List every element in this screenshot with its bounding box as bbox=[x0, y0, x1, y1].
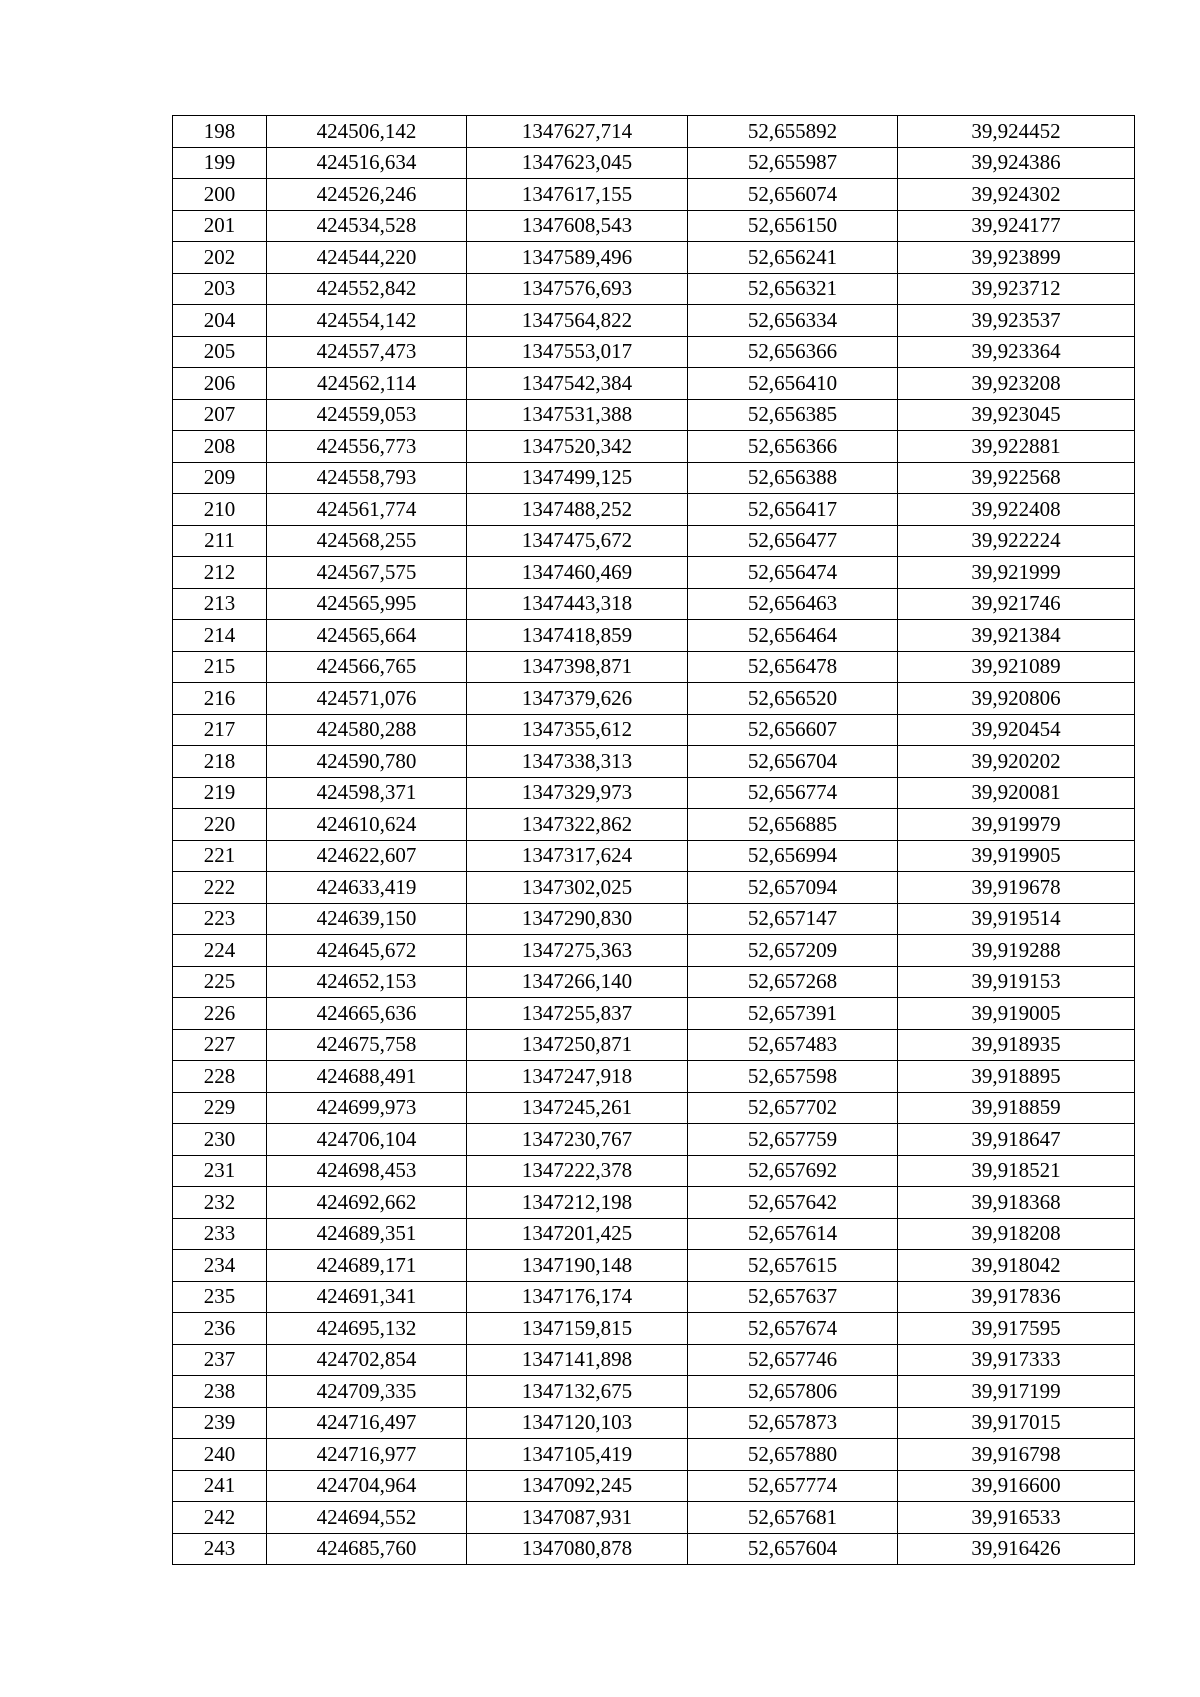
x-coordinate-cell: 424568,255 bbox=[267, 525, 467, 557]
table-row bbox=[173, 1313, 1135, 1345]
longitude-cell: 39,917836 bbox=[898, 1281, 1135, 1313]
table-row bbox=[173, 147, 1135, 179]
latitude-cell: 52,656385 bbox=[688, 399, 898, 431]
y-coordinate-cell: 1347617,155 bbox=[467, 179, 688, 211]
y-coordinate-cell: 1347443,318 bbox=[467, 588, 688, 620]
table-row bbox=[173, 1470, 1135, 1502]
point-number-cell: 213 bbox=[173, 588, 267, 620]
x-coordinate-cell: 424691,341 bbox=[267, 1281, 467, 1313]
x-coordinate-cell: 424665,636 bbox=[267, 998, 467, 1030]
latitude-cell: 52,656241 bbox=[688, 242, 898, 274]
y-coordinate-cell: 1347398,871 bbox=[467, 651, 688, 683]
latitude-cell: 52,657637 bbox=[688, 1281, 898, 1313]
x-coordinate-cell: 424709,335 bbox=[267, 1376, 467, 1408]
table-row bbox=[173, 399, 1135, 431]
longitude-cell: 39,923712 bbox=[898, 273, 1135, 305]
longitude-cell: 39,917015 bbox=[898, 1407, 1135, 1439]
latitude-cell: 52,657746 bbox=[688, 1344, 898, 1376]
point-number-cell: 235 bbox=[173, 1281, 267, 1313]
latitude-cell: 52,656607 bbox=[688, 714, 898, 746]
y-coordinate-cell: 1347355,612 bbox=[467, 714, 688, 746]
x-coordinate-cell: 424559,053 bbox=[267, 399, 467, 431]
longitude-cell: 39,922408 bbox=[898, 494, 1135, 526]
table-row bbox=[173, 809, 1135, 841]
table-row bbox=[173, 336, 1135, 368]
y-coordinate-cell: 1347499,125 bbox=[467, 462, 688, 494]
latitude-cell: 52,656463 bbox=[688, 588, 898, 620]
point-number-cell: 232 bbox=[173, 1187, 267, 1219]
point-number-cell: 238 bbox=[173, 1376, 267, 1408]
point-number-cell: 205 bbox=[173, 336, 267, 368]
x-coordinate-cell: 424556,773 bbox=[267, 431, 467, 463]
latitude-cell: 52,657614 bbox=[688, 1218, 898, 1250]
latitude-cell: 52,657615 bbox=[688, 1250, 898, 1282]
point-number-cell: 201 bbox=[173, 210, 267, 242]
table-row bbox=[173, 368, 1135, 400]
point-number-cell: 226 bbox=[173, 998, 267, 1030]
point-number-cell: 242 bbox=[173, 1502, 267, 1534]
longitude-cell: 39,921999 bbox=[898, 557, 1135, 589]
latitude-cell: 52,656074 bbox=[688, 179, 898, 211]
table-row bbox=[173, 1124, 1135, 1156]
x-coordinate-cell: 424526,246 bbox=[267, 179, 467, 211]
longitude-cell: 39,921746 bbox=[898, 588, 1135, 620]
table-row bbox=[173, 588, 1135, 620]
point-number-cell: 228 bbox=[173, 1061, 267, 1093]
x-coordinate-cell: 424562,114 bbox=[267, 368, 467, 400]
point-number-cell: 199 bbox=[173, 147, 267, 179]
y-coordinate-cell: 1347576,693 bbox=[467, 273, 688, 305]
table-row bbox=[173, 1092, 1135, 1124]
point-number-cell: 231 bbox=[173, 1155, 267, 1187]
y-coordinate-cell: 1347212,198 bbox=[467, 1187, 688, 1219]
point-number-cell: 229 bbox=[173, 1092, 267, 1124]
x-coordinate-cell: 424534,528 bbox=[267, 210, 467, 242]
longitude-cell: 39,919514 bbox=[898, 903, 1135, 935]
longitude-cell: 39,919153 bbox=[898, 966, 1135, 998]
table-row bbox=[173, 1218, 1135, 1250]
table-row bbox=[173, 777, 1135, 809]
x-coordinate-cell: 424516,634 bbox=[267, 147, 467, 179]
coordinates-table bbox=[172, 115, 1135, 1565]
y-coordinate-cell: 1347329,973 bbox=[467, 777, 688, 809]
longitude-cell: 39,923899 bbox=[898, 242, 1135, 274]
y-coordinate-cell: 1347176,174 bbox=[467, 1281, 688, 1313]
point-number-cell: 203 bbox=[173, 273, 267, 305]
x-coordinate-cell: 424688,491 bbox=[267, 1061, 467, 1093]
table-row bbox=[173, 305, 1135, 337]
x-coordinate-cell: 424567,575 bbox=[267, 557, 467, 589]
longitude-cell: 39,916533 bbox=[898, 1502, 1135, 1534]
longitude-cell: 39,919678 bbox=[898, 872, 1135, 904]
table-row bbox=[173, 1439, 1135, 1471]
latitude-cell: 52,656366 bbox=[688, 431, 898, 463]
latitude-cell: 52,657642 bbox=[688, 1187, 898, 1219]
y-coordinate-cell: 1347589,496 bbox=[467, 242, 688, 274]
longitude-cell: 39,922881 bbox=[898, 431, 1135, 463]
table-row bbox=[173, 1344, 1135, 1376]
table-row bbox=[173, 1533, 1135, 1565]
longitude-cell: 39,918208 bbox=[898, 1218, 1135, 1250]
table-row bbox=[173, 1502, 1135, 1534]
longitude-cell: 39,920806 bbox=[898, 683, 1135, 715]
latitude-cell: 52,656417 bbox=[688, 494, 898, 526]
y-coordinate-cell: 1347542,384 bbox=[467, 368, 688, 400]
latitude-cell: 52,656474 bbox=[688, 557, 898, 589]
latitude-cell: 52,656464 bbox=[688, 620, 898, 652]
longitude-cell: 39,917199 bbox=[898, 1376, 1135, 1408]
x-coordinate-cell: 424571,076 bbox=[267, 683, 467, 715]
table-body bbox=[173, 116, 1135, 1565]
y-coordinate-cell: 1347531,388 bbox=[467, 399, 688, 431]
longitude-cell: 39,924302 bbox=[898, 179, 1135, 211]
latitude-cell: 52,656994 bbox=[688, 840, 898, 872]
table-row bbox=[173, 651, 1135, 683]
table-row bbox=[173, 273, 1135, 305]
latitude-cell: 52,656388 bbox=[688, 462, 898, 494]
point-number-cell: 223 bbox=[173, 903, 267, 935]
table-row bbox=[173, 935, 1135, 967]
longitude-cell: 39,923045 bbox=[898, 399, 1135, 431]
y-coordinate-cell: 1347553,017 bbox=[467, 336, 688, 368]
x-coordinate-cell: 424675,758 bbox=[267, 1029, 467, 1061]
x-coordinate-cell: 424716,497 bbox=[267, 1407, 467, 1439]
longitude-cell: 39,919005 bbox=[898, 998, 1135, 1030]
longitude-cell: 39,918859 bbox=[898, 1092, 1135, 1124]
longitude-cell: 39,921089 bbox=[898, 651, 1135, 683]
y-coordinate-cell: 1347488,252 bbox=[467, 494, 688, 526]
x-coordinate-cell: 424704,964 bbox=[267, 1470, 467, 1502]
y-coordinate-cell: 1347247,918 bbox=[467, 1061, 688, 1093]
table-row bbox=[173, 746, 1135, 778]
latitude-cell: 52,657702 bbox=[688, 1092, 898, 1124]
latitude-cell: 52,655892 bbox=[688, 116, 898, 148]
y-coordinate-cell: 1347418,859 bbox=[467, 620, 688, 652]
point-number-cell: 212 bbox=[173, 557, 267, 589]
y-coordinate-cell: 1347379,626 bbox=[467, 683, 688, 715]
longitude-cell: 39,918935 bbox=[898, 1029, 1135, 1061]
point-number-cell: 234 bbox=[173, 1250, 267, 1282]
y-coordinate-cell: 1347201,425 bbox=[467, 1218, 688, 1250]
latitude-cell: 52,657759 bbox=[688, 1124, 898, 1156]
table-row bbox=[173, 242, 1135, 274]
latitude-cell: 52,657604 bbox=[688, 1533, 898, 1565]
point-number-cell: 222 bbox=[173, 872, 267, 904]
latitude-cell: 52,657692 bbox=[688, 1155, 898, 1187]
longitude-cell: 39,924177 bbox=[898, 210, 1135, 242]
point-number-cell: 243 bbox=[173, 1533, 267, 1565]
latitude-cell: 52,657873 bbox=[688, 1407, 898, 1439]
table-row bbox=[173, 462, 1135, 494]
point-number-cell: 209 bbox=[173, 462, 267, 494]
latitude-cell: 52,657209 bbox=[688, 935, 898, 967]
latitude-cell: 52,657268 bbox=[688, 966, 898, 998]
y-coordinate-cell: 1347087,931 bbox=[467, 1502, 688, 1534]
y-coordinate-cell: 1347317,624 bbox=[467, 840, 688, 872]
table-row bbox=[173, 431, 1135, 463]
table-row bbox=[173, 966, 1135, 998]
table-row bbox=[173, 1376, 1135, 1408]
point-number-cell: 224 bbox=[173, 935, 267, 967]
point-number-cell: 207 bbox=[173, 399, 267, 431]
longitude-cell: 39,917595 bbox=[898, 1313, 1135, 1345]
longitude-cell: 39,916600 bbox=[898, 1470, 1135, 1502]
table-row bbox=[173, 179, 1135, 211]
point-number-cell: 210 bbox=[173, 494, 267, 526]
point-number-cell: 225 bbox=[173, 966, 267, 998]
longitude-cell: 39,924452 bbox=[898, 116, 1135, 148]
point-number-cell: 200 bbox=[173, 179, 267, 211]
latitude-cell: 52,656704 bbox=[688, 746, 898, 778]
table-row bbox=[173, 998, 1135, 1030]
point-number-cell: 233 bbox=[173, 1218, 267, 1250]
longitude-cell: 39,920202 bbox=[898, 746, 1135, 778]
x-coordinate-cell: 424689,171 bbox=[267, 1250, 467, 1282]
y-coordinate-cell: 1347275,363 bbox=[467, 935, 688, 967]
latitude-cell: 52,656366 bbox=[688, 336, 898, 368]
longitude-cell: 39,918521 bbox=[898, 1155, 1135, 1187]
x-coordinate-cell: 424610,624 bbox=[267, 809, 467, 841]
latitude-cell: 52,657681 bbox=[688, 1502, 898, 1534]
longitude-cell: 39,924386 bbox=[898, 147, 1135, 179]
point-number-cell: 216 bbox=[173, 683, 267, 715]
point-number-cell: 198 bbox=[173, 116, 267, 148]
x-coordinate-cell: 424590,780 bbox=[267, 746, 467, 778]
longitude-cell: 39,916798 bbox=[898, 1439, 1135, 1471]
x-coordinate-cell: 424565,664 bbox=[267, 620, 467, 652]
longitude-cell: 39,922568 bbox=[898, 462, 1135, 494]
x-coordinate-cell: 424580,288 bbox=[267, 714, 467, 746]
longitude-cell: 39,916426 bbox=[898, 1533, 1135, 1565]
y-coordinate-cell: 1347245,261 bbox=[467, 1092, 688, 1124]
y-coordinate-cell: 1347266,140 bbox=[467, 966, 688, 998]
x-coordinate-cell: 424702,854 bbox=[267, 1344, 467, 1376]
x-coordinate-cell: 424561,774 bbox=[267, 494, 467, 526]
table-row bbox=[173, 1155, 1135, 1187]
table-row bbox=[173, 494, 1135, 526]
table-row bbox=[173, 683, 1135, 715]
x-coordinate-cell: 424557,473 bbox=[267, 336, 467, 368]
latitude-cell: 52,657147 bbox=[688, 903, 898, 935]
longitude-cell: 39,920081 bbox=[898, 777, 1135, 809]
y-coordinate-cell: 1347080,878 bbox=[467, 1533, 688, 1565]
table-row bbox=[173, 840, 1135, 872]
table-row bbox=[173, 1407, 1135, 1439]
longitude-cell: 39,918647 bbox=[898, 1124, 1135, 1156]
longitude-cell: 39,918895 bbox=[898, 1061, 1135, 1093]
x-coordinate-cell: 424699,973 bbox=[267, 1092, 467, 1124]
x-coordinate-cell: 424692,662 bbox=[267, 1187, 467, 1219]
x-coordinate-cell: 424695,132 bbox=[267, 1313, 467, 1345]
latitude-cell: 52,657598 bbox=[688, 1061, 898, 1093]
x-coordinate-cell: 424639,150 bbox=[267, 903, 467, 935]
longitude-cell: 39,922224 bbox=[898, 525, 1135, 557]
x-coordinate-cell: 424622,607 bbox=[267, 840, 467, 872]
point-number-cell: 239 bbox=[173, 1407, 267, 1439]
y-coordinate-cell: 1347290,830 bbox=[467, 903, 688, 935]
latitude-cell: 52,656774 bbox=[688, 777, 898, 809]
table-row bbox=[173, 525, 1135, 557]
y-coordinate-cell: 1347190,148 bbox=[467, 1250, 688, 1282]
y-coordinate-cell: 1347302,025 bbox=[467, 872, 688, 904]
table-row bbox=[173, 1187, 1135, 1219]
x-coordinate-cell: 424698,453 bbox=[267, 1155, 467, 1187]
y-coordinate-cell: 1347159,815 bbox=[467, 1313, 688, 1345]
latitude-cell: 52,656334 bbox=[688, 305, 898, 337]
latitude-cell: 52,656150 bbox=[688, 210, 898, 242]
latitude-cell: 52,657483 bbox=[688, 1029, 898, 1061]
point-number-cell: 208 bbox=[173, 431, 267, 463]
point-number-cell: 227 bbox=[173, 1029, 267, 1061]
x-coordinate-cell: 424652,153 bbox=[267, 966, 467, 998]
y-coordinate-cell: 1347564,822 bbox=[467, 305, 688, 337]
x-coordinate-cell: 424565,995 bbox=[267, 588, 467, 620]
point-number-cell: 241 bbox=[173, 1470, 267, 1502]
x-coordinate-cell: 424558,793 bbox=[267, 462, 467, 494]
y-coordinate-cell: 1347092,245 bbox=[467, 1470, 688, 1502]
point-number-cell: 240 bbox=[173, 1439, 267, 1471]
x-coordinate-cell: 424552,842 bbox=[267, 273, 467, 305]
latitude-cell: 52,657774 bbox=[688, 1470, 898, 1502]
table-row bbox=[173, 116, 1135, 148]
longitude-cell: 39,919288 bbox=[898, 935, 1135, 967]
longitude-cell: 39,920454 bbox=[898, 714, 1135, 746]
y-coordinate-cell: 1347623,045 bbox=[467, 147, 688, 179]
longitude-cell: 39,923364 bbox=[898, 336, 1135, 368]
table-row bbox=[173, 714, 1135, 746]
longitude-cell: 39,923208 bbox=[898, 368, 1135, 400]
table-row bbox=[173, 557, 1135, 589]
x-coordinate-cell: 424706,104 bbox=[267, 1124, 467, 1156]
x-coordinate-cell: 424645,672 bbox=[267, 935, 467, 967]
point-number-cell: 202 bbox=[173, 242, 267, 274]
y-coordinate-cell: 1347520,342 bbox=[467, 431, 688, 463]
y-coordinate-cell: 1347230,767 bbox=[467, 1124, 688, 1156]
point-number-cell: 204 bbox=[173, 305, 267, 337]
longitude-cell: 39,918042 bbox=[898, 1250, 1135, 1282]
latitude-cell: 52,656321 bbox=[688, 273, 898, 305]
table-row bbox=[173, 1281, 1135, 1313]
y-coordinate-cell: 1347141,898 bbox=[467, 1344, 688, 1376]
point-number-cell: 215 bbox=[173, 651, 267, 683]
y-coordinate-cell: 1347120,103 bbox=[467, 1407, 688, 1439]
latitude-cell: 52,657391 bbox=[688, 998, 898, 1030]
table-row bbox=[173, 1250, 1135, 1282]
table-row bbox=[173, 620, 1135, 652]
longitude-cell: 39,917333 bbox=[898, 1344, 1135, 1376]
x-coordinate-cell: 424689,351 bbox=[267, 1218, 467, 1250]
latitude-cell: 52,656885 bbox=[688, 809, 898, 841]
longitude-cell: 39,919905 bbox=[898, 840, 1135, 872]
x-coordinate-cell: 424566,765 bbox=[267, 651, 467, 683]
y-coordinate-cell: 1347627,714 bbox=[467, 116, 688, 148]
x-coordinate-cell: 424506,142 bbox=[267, 116, 467, 148]
table-row bbox=[173, 1061, 1135, 1093]
y-coordinate-cell: 1347338,313 bbox=[467, 746, 688, 778]
latitude-cell: 52,656478 bbox=[688, 651, 898, 683]
table-row bbox=[173, 210, 1135, 242]
y-coordinate-cell: 1347222,378 bbox=[467, 1155, 688, 1187]
x-coordinate-cell: 424633,419 bbox=[267, 872, 467, 904]
latitude-cell: 52,657674 bbox=[688, 1313, 898, 1345]
point-number-cell: 237 bbox=[173, 1344, 267, 1376]
y-coordinate-cell: 1347105,419 bbox=[467, 1439, 688, 1471]
point-number-cell: 221 bbox=[173, 840, 267, 872]
latitude-cell: 52,657806 bbox=[688, 1376, 898, 1408]
point-number-cell: 230 bbox=[173, 1124, 267, 1156]
longitude-cell: 39,921384 bbox=[898, 620, 1135, 652]
y-coordinate-cell: 1347460,469 bbox=[467, 557, 688, 589]
x-coordinate-cell: 424716,977 bbox=[267, 1439, 467, 1471]
table-row bbox=[173, 903, 1135, 935]
longitude-cell: 39,923537 bbox=[898, 305, 1135, 337]
latitude-cell: 52,656520 bbox=[688, 683, 898, 715]
point-number-cell: 236 bbox=[173, 1313, 267, 1345]
x-coordinate-cell: 424554,142 bbox=[267, 305, 467, 337]
point-number-cell: 214 bbox=[173, 620, 267, 652]
latitude-cell: 52,656477 bbox=[688, 525, 898, 557]
point-number-cell: 206 bbox=[173, 368, 267, 400]
y-coordinate-cell: 1347132,675 bbox=[467, 1376, 688, 1408]
point-number-cell: 219 bbox=[173, 777, 267, 809]
longitude-cell: 39,918368 bbox=[898, 1187, 1135, 1219]
point-number-cell: 217 bbox=[173, 714, 267, 746]
longitude-cell: 39,919979 bbox=[898, 809, 1135, 841]
point-number-cell: 211 bbox=[173, 525, 267, 557]
latitude-cell: 52,657094 bbox=[688, 872, 898, 904]
x-coordinate-cell: 424598,371 bbox=[267, 777, 467, 809]
latitude-cell: 52,657880 bbox=[688, 1439, 898, 1471]
x-coordinate-cell: 424544,220 bbox=[267, 242, 467, 274]
x-coordinate-cell: 424694,552 bbox=[267, 1502, 467, 1534]
y-coordinate-cell: 1347475,672 bbox=[467, 525, 688, 557]
point-number-cell: 218 bbox=[173, 746, 267, 778]
y-coordinate-cell: 1347255,837 bbox=[467, 998, 688, 1030]
table-row bbox=[173, 1029, 1135, 1061]
latitude-cell: 52,656410 bbox=[688, 368, 898, 400]
y-coordinate-cell: 1347608,543 bbox=[467, 210, 688, 242]
y-coordinate-cell: 1347250,871 bbox=[467, 1029, 688, 1061]
latitude-cell: 52,655987 bbox=[688, 147, 898, 179]
x-coordinate-cell: 424685,760 bbox=[267, 1533, 467, 1565]
y-coordinate-cell: 1347322,862 bbox=[467, 809, 688, 841]
table-row bbox=[173, 872, 1135, 904]
point-number-cell: 220 bbox=[173, 809, 267, 841]
